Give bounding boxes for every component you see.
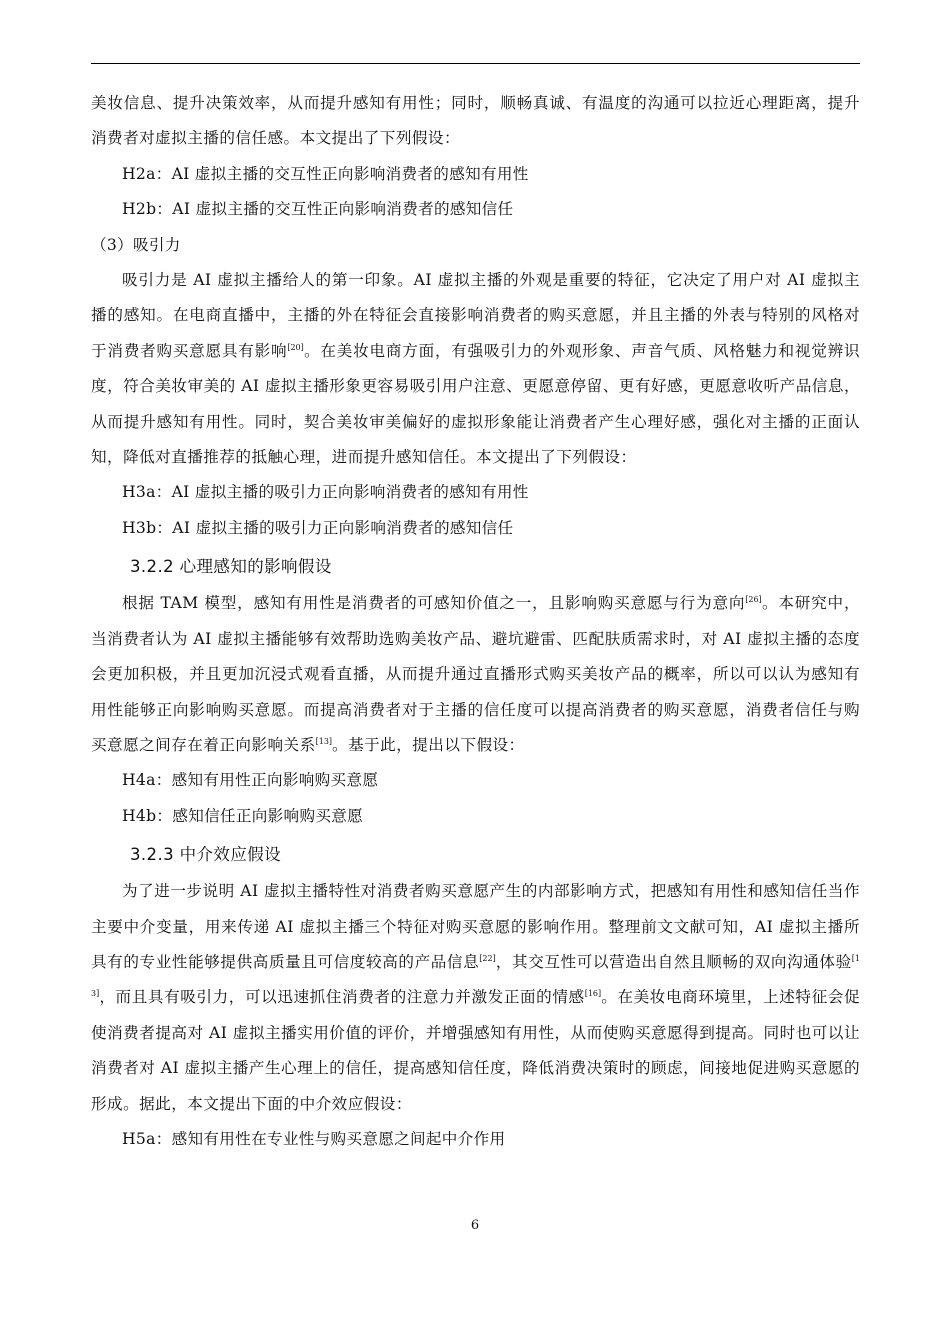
- section-heading: 3.2.2 心理感知的影响假设: [130, 557, 332, 577]
- paragraph-text: 吸引力是 AI 虚拟主播给人的第一印象。AI 虚拟主播的外观是重要的特征，它决定了用户对 AI 虚拟主播的感知。在电商直播中，主播的外在特征会直接影响消费者的购买意愿，并且主播的外表与特别的风格对于消费者购买意愿具有影响: [91, 271, 860, 360]
- body-paragraph: [91, 263, 860, 475]
- paragraph-text: ，而且具有吸引力，可以迅速抓住消费者的注意力并激发正面的情感: [99, 988, 585, 1007]
- citation-ref: [13]: [315, 736, 333, 746]
- page-body: [91, 86, 860, 1157]
- hypothesis-line: H3b：AI 虚拟主播的吸引力正向影响消费者的感知信任: [122, 518, 514, 537]
- citation-ref: [20]: [287, 342, 304, 352]
- paragraph-text: 。在美妆电商环境里，上述特征会促使消费者提高对 AI 虚拟主播实用价值的评价，并增强感知有用性，从而使购买意愿得到提高。同时也可以让消费者对 AI 虚拟主播产生心理上的信任，提高感知信任度，降低消费决策时的顾虑，间接地促进购买意愿的形成。据此，本文提出下面的中介效应假设：: [91, 988, 860, 1113]
- citation-ref: [22]: [479, 953, 496, 963]
- paragraph-text: 。在美妆电商方面，有强吸引力的外观形象、声音气质、风格魅力和视觉辨识度，符合美妆审美的 AI 虚拟主播形象更容易吸引用户注意、更愿意停留、更有好感，更愿意收听产品信息，从而提升感知有用性。同时，契合美妆审美偏好的虚拟形象能让消费者产生心理好感，强化对主播的正面认知，降低对直播推荐的抵触心理，进而提升感知信任。本文提出了下列假设：: [91, 341, 860, 467]
- section-heading: 3.2.3 中介效应假设: [130, 845, 282, 865]
- body-paragraph: [91, 586, 860, 763]
- paragraph-text: 。基于此，提出以下假设：: [332, 735, 525, 754]
- paragraph-text: 。本研究中，当消费者认为 AI 虚拟主播能够有效帮助选购美妆产品、避坑避雷、匹配肤质需求时，对 AI 虚拟主播的态度会更加积极，并且更加沉浸式观看直播，从而提升通过直播形式购买美妆产品的概率，所以可以认为感知有用性能够正向影响购买意愿。而提高消费者对于主播的信任度可以提高消费者的购买意愿，消费者信任与购买意愿之间存在着正向影响关系: [91, 594, 860, 754]
- hypothesis-line: H2a：AI 虚拟主播的交互性正向影响消费者的感知有用性: [122, 164, 529, 183]
- citation-ref: [16]: [584, 989, 602, 999]
- body-paragraph: [91, 874, 860, 1122]
- citation-ref: [13]: [91, 953, 860, 999]
- header-rule: [91, 63, 860, 64]
- hypothesis-line: H2b：AI 虚拟主播的交互性正向影响消费者的感知信任: [122, 200, 514, 219]
- paragraph-text: 为了进一步说明 AI 虚拟主播特性对消费者购买意愿产生的内部影响方式，把感知有用性和感知信任当作主要中介变量，用来传递 AI 虚拟主播三个特征对购买意愿的影响作用。整理前文文献可知，AI 虚拟主播所具有的专业性能够提供高质量且可信度较高的产品信息: [91, 882, 860, 971]
- paragraph-text: 美妆信息、提升决策效率，从而提升感知有用性；同时，顺畅真诚、有温度的沟通可以拉近心理距离，提升消费者对虚拟主播的信任感。本文提出了下列假设：: [91, 94, 860, 148]
- subsection-label: （3）吸引力: [91, 235, 181, 254]
- paragraph-text: 根据 TAM 模型，感知有用性是消费者的可感知价值之一，且影响购买意愿与行为意向: [122, 594, 746, 613]
- hypothesis-line: H4a：感知有用性正向影响购买意愿: [122, 771, 379, 790]
- paragraph-text: ，其交互性可以营造出自然且顺畅的双向沟通体验: [495, 952, 852, 971]
- hypothesis-line: H5a：感知有用性在专业性与购买意愿之间起中介作用: [122, 1129, 506, 1148]
- hypothesis-line: H4b：感知信任正向影响购买意愿: [122, 806, 364, 825]
- continued-paragraph: [91, 86, 860, 157]
- hypothesis-line: H3a：AI 虚拟主播的吸引力正向影响消费者的感知有用性: [122, 483, 529, 502]
- page-number: 6: [470, 1218, 480, 1233]
- citation-ref: [26]: [745, 595, 762, 605]
